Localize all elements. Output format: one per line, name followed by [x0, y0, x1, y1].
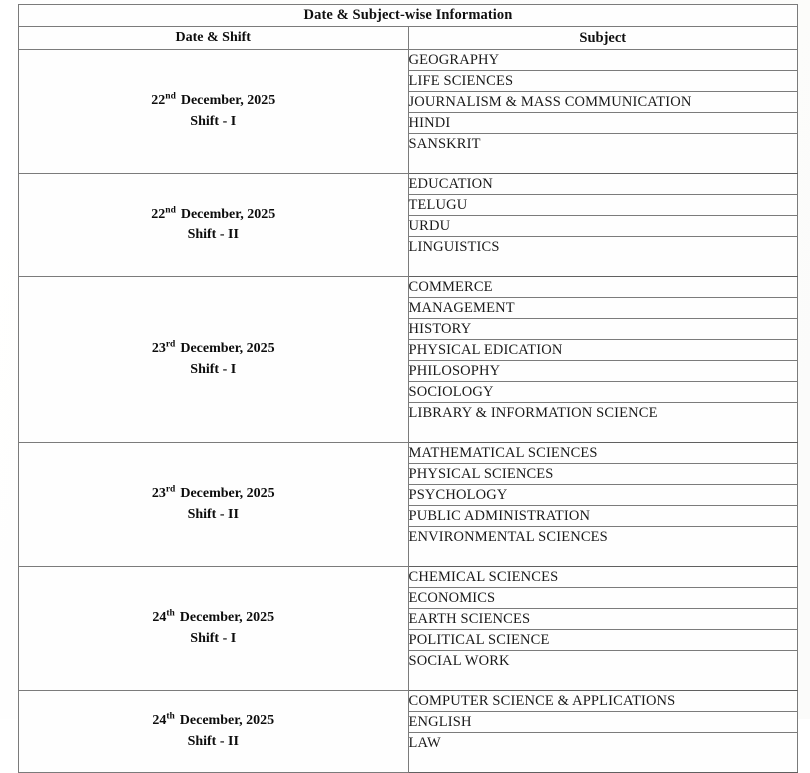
exam-shift: Shift - II [187, 733, 239, 749]
exam-date: 24th December, 2025 [152, 608, 275, 626]
subject-cell: EARTH SCIENCES [408, 609, 798, 630]
subject-cell [408, 403, 798, 443]
date-ordinal-suffix: nd [165, 205, 176, 216]
subject-cell: EDUCATION [408, 174, 798, 195]
subject-cell: MATHEMATICAL SCIENCES [408, 443, 798, 464]
subject-cell: PHYSICAL SCIENCES [408, 464, 798, 485]
subject-label: SANSKRIT [408, 136, 481, 152]
subject-cell: ECONOMICS [408, 588, 798, 609]
date-shift-cell [19, 174, 409, 277]
subject-label: LIBRARY & INFORMATION SCIENCE [408, 405, 658, 421]
date-ordinal-suffix: nd [165, 91, 176, 102]
table-row [19, 174, 798, 195]
exam-month-year: December, 2025 [179, 610, 275, 626]
exam-shift: Shift - I [190, 361, 237, 377]
subject-label: SOCIAL WORK [408, 653, 510, 669]
exam-shift: Shift - II [187, 227, 239, 242]
date-ordinal-suffix: rd [165, 484, 176, 495]
exam-date: 22nd December, 2025 [151, 91, 276, 109]
table-row [19, 50, 798, 71]
subject-cell: SOCIOLOGY [408, 382, 798, 403]
subject-cell: COMPUTER SCIENCE & APPLICATIONS [408, 691, 798, 712]
exam-date: 22nd December, 2025 [151, 205, 276, 222]
date-shift-cell [19, 50, 409, 174]
exam-date: 23rd December, 2025 [151, 339, 275, 357]
column-header-subject: Subject [408, 27, 798, 50]
subject-label: LINGUISTICS [408, 239, 500, 255]
subject-cell: HINDI [408, 113, 798, 134]
subject-label: LAW [408, 735, 441, 751]
subject-cell: PSYCHOLOGY [408, 485, 798, 506]
exam-date: 23rd December, 2025 [151, 484, 275, 502]
subject-cell: HISTORY [408, 319, 798, 340]
date-ordinal-suffix: rd [165, 339, 176, 350]
subject-cell: POLITICAL SCIENCE [408, 630, 798, 651]
subject-cell: GEOGRAPHY [408, 50, 798, 71]
date-ordinal-suffix: th [166, 711, 175, 722]
subject-cell: PUBLIC ADMINISTRATION [408, 506, 798, 527]
date-subject-schedule-table [18, 4, 798, 773]
exam-shift: Shift - I [190, 113, 237, 129]
table-row [19, 277, 798, 298]
subject-cell: CHEMICAL SCIENCES [408, 567, 798, 588]
table-title-row [19, 5, 798, 27]
date-shift-cell [19, 567, 409, 691]
subject-cell: TELUGU [408, 195, 798, 216]
date-shift-cell [19, 277, 409, 443]
subject-label: ENVIRONMENTAL SCIENCES [408, 529, 608, 545]
subject-cell [408, 527, 798, 567]
date-ordinal-suffix: th [166, 608, 175, 619]
subject-cell [408, 134, 798, 174]
exam-shift: Shift - II [187, 506, 239, 522]
table-row [19, 443, 798, 464]
table-row [19, 691, 798, 712]
date-shift-cell [19, 443, 409, 567]
column-header-row [19, 27, 798, 50]
exam-month-year: December, 2025 [180, 486, 275, 502]
exam-month-year: December, 2025 [179, 713, 275, 729]
date-shift-cell [19, 691, 409, 773]
subject-cell [408, 733, 798, 773]
subject-cell: PHILOSOPHY [408, 361, 798, 382]
subject-cell [408, 237, 798, 277]
exam-month-year: December, 2025 [180, 206, 276, 222]
subject-cell: URDU [408, 216, 798, 237]
table-row [19, 567, 798, 588]
table-title: Date & Subject-wise Information [19, 5, 798, 27]
subject-cell: COMMERCE [408, 277, 798, 298]
column-header-date-shift: Date & Shift [19, 27, 409, 50]
subject-cell: LIFE SCIENCES [408, 71, 798, 92]
schedule-table-container [18, 4, 798, 773]
exam-date: 24th December, 2025 [152, 711, 275, 729]
subject-cell: ENGLISH [408, 712, 798, 733]
subject-cell: JOURNALISM & MASS COMMUNICATION [408, 92, 798, 113]
subject-cell: PHYSICAL EDICATION [408, 340, 798, 361]
subject-cell: MANAGEMENT [408, 298, 798, 319]
exam-month-year: December, 2025 [180, 341, 275, 357]
subject-cell [408, 651, 798, 691]
exam-month-year: December, 2025 [180, 93, 276, 109]
exam-shift: Shift - I [190, 630, 237, 646]
